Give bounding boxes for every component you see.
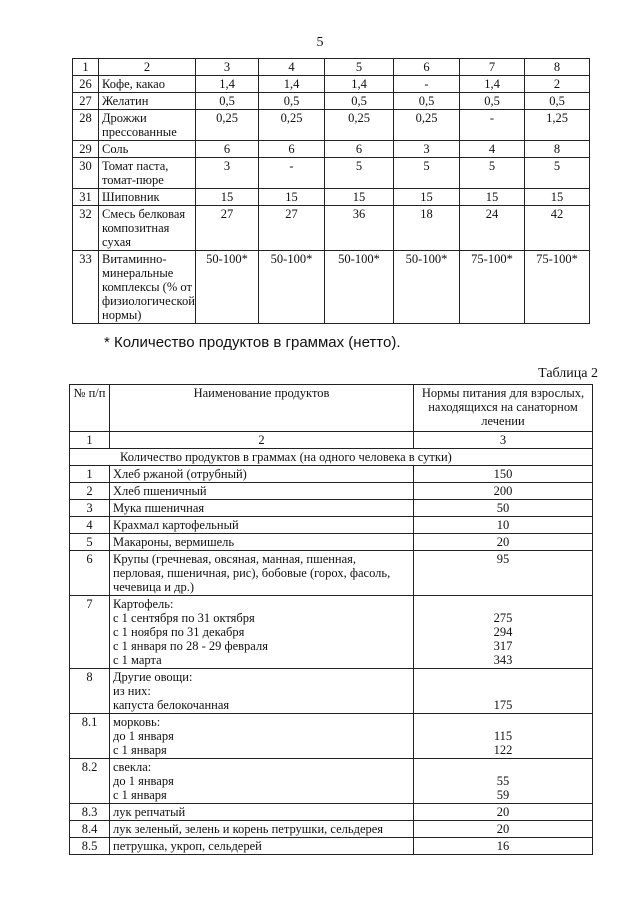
norm-value: 0,5 bbox=[394, 93, 460, 110]
table2-row bbox=[70, 534, 593, 551]
row-number: 29 bbox=[73, 141, 99, 158]
norm-value: 3 bbox=[196, 158, 259, 189]
row-number: 31 bbox=[73, 189, 99, 206]
norm-value: 0,25 bbox=[394, 110, 460, 141]
norm-value: 24 bbox=[460, 206, 525, 251]
norm-value: 15 bbox=[259, 189, 325, 206]
norm-value: 200 bbox=[414, 483, 593, 500]
table2-row bbox=[70, 804, 593, 821]
product-name: Крупы (гречневая, овсяная, манная, пшенная, перловая, пшеничная, рис), бобовые (горох, фасоль, чечевица и др.) bbox=[110, 551, 414, 596]
header-norms: Нормы питания для взрослых, находящихся на санаторном лечении bbox=[414, 385, 593, 432]
table2-header-row bbox=[70, 385, 593, 432]
norm-value: 6 bbox=[196, 141, 259, 158]
norm-value: 0,5 bbox=[460, 93, 525, 110]
table2-row-beet bbox=[70, 759, 593, 804]
header-product-name: Наименование продуктов bbox=[110, 385, 414, 432]
norm-value: 115 bbox=[493, 729, 513, 743]
table1-row bbox=[73, 93, 590, 110]
norm-value: 15 bbox=[325, 189, 394, 206]
norm-value: 122 bbox=[493, 743, 513, 757]
norm-value: 50-100* bbox=[394, 251, 460, 324]
table1-colnum: 5 bbox=[325, 59, 394, 76]
norm-value: - bbox=[460, 110, 525, 141]
table1-row bbox=[73, 189, 590, 206]
norm-value: 1,25 bbox=[525, 110, 590, 141]
table2-row bbox=[70, 483, 593, 500]
row-number: 1 bbox=[70, 466, 110, 483]
product-name: Кофе, какао bbox=[99, 76, 196, 93]
row-number: 32 bbox=[73, 206, 99, 251]
row-number: 2 bbox=[70, 483, 110, 500]
table-caption: Таблица 2 bbox=[538, 366, 598, 381]
norm-value: 150 bbox=[414, 466, 593, 483]
norm-value: 2 bbox=[525, 76, 590, 93]
section-title: Количество продуктов в граммах (на одного человека в сутки) bbox=[70, 449, 593, 466]
product-name: Шиповник bbox=[99, 189, 196, 206]
norm-value: 343 bbox=[493, 653, 513, 667]
table1-colnum: 2 bbox=[99, 59, 196, 76]
page-number: 5 bbox=[316, 35, 324, 50]
norm-value: 0,5 bbox=[259, 93, 325, 110]
product-line: с 1 ноября по 31 декабря bbox=[113, 625, 245, 639]
row-number: 8.5 bbox=[70, 838, 110, 855]
product-line: с 1 января по 28 - 29 февраля bbox=[113, 639, 268, 653]
product-name: Картофель: bbox=[113, 597, 174, 611]
product-name: Соль bbox=[99, 141, 196, 158]
product-line: с 1 марта bbox=[113, 653, 162, 667]
norm-value: 1,4 bbox=[460, 76, 525, 93]
table2-row bbox=[70, 466, 593, 483]
norm-values bbox=[414, 759, 593, 804]
row-number: 30 bbox=[73, 158, 99, 189]
norm-value: 294 bbox=[493, 625, 513, 639]
norm-value: 1,4 bbox=[196, 76, 259, 93]
row-number: 33 bbox=[73, 251, 99, 324]
norm-value: 95 bbox=[414, 551, 593, 596]
norm-value: 15 bbox=[460, 189, 525, 206]
norm-value: 5 bbox=[325, 158, 394, 189]
table2-body bbox=[70, 466, 593, 855]
row-number: 26 bbox=[73, 76, 99, 93]
row-number: 5 bbox=[70, 534, 110, 551]
norm-value: 0,25 bbox=[196, 110, 259, 141]
norm-value: 175 bbox=[493, 698, 513, 712]
norm-value: 16 bbox=[414, 838, 593, 855]
table1-colnum: 3 bbox=[196, 59, 259, 76]
norm-value: 8 bbox=[525, 141, 590, 158]
nutrition-norms-table bbox=[69, 384, 593, 855]
product-name: Крахмал картофельный bbox=[110, 517, 414, 534]
product-line: до 1 января bbox=[113, 729, 174, 743]
row-number: 8 bbox=[70, 669, 110, 714]
table2-row bbox=[70, 838, 593, 855]
table1-row bbox=[73, 251, 590, 324]
norm-value: - bbox=[394, 76, 460, 93]
norm-values bbox=[414, 596, 593, 669]
norm-value: 50-100* bbox=[259, 251, 325, 324]
table1-row bbox=[73, 206, 590, 251]
table2-row-carrot bbox=[70, 714, 593, 759]
product-name: лук зеленый, зелень и корень петрушки, сельдерея bbox=[110, 821, 414, 838]
norm-value: 20 bbox=[414, 534, 593, 551]
product-name: Смесь белковая композитная сухая bbox=[99, 206, 196, 251]
product-name: Мука пшеничная bbox=[110, 500, 414, 517]
table1-colnum: 6 bbox=[394, 59, 460, 76]
header-number: № п/п bbox=[70, 385, 110, 432]
table2-row-potato bbox=[70, 596, 593, 669]
table1-row bbox=[73, 141, 590, 158]
norm-value: 10 bbox=[414, 517, 593, 534]
product-line: до 1 января bbox=[113, 774, 174, 788]
norm-value: 27 bbox=[196, 206, 259, 251]
norm-value: 15 bbox=[196, 189, 259, 206]
norm-value: 36 bbox=[325, 206, 394, 251]
row-number: 8.2 bbox=[70, 759, 110, 804]
product-line: Другие овощи: bbox=[113, 670, 193, 684]
table2-colnum-row bbox=[70, 432, 593, 449]
norm-value: 5 bbox=[394, 158, 460, 189]
row-number: 28 bbox=[73, 110, 99, 141]
product-line: свекла: bbox=[113, 760, 152, 774]
product-line: капуста белокочанная bbox=[113, 698, 230, 712]
product-name: Хлеб ржаной (отрубный) bbox=[110, 466, 414, 483]
product-name: Макароны, вермишель bbox=[110, 534, 414, 551]
norm-value: 0,25 bbox=[259, 110, 325, 141]
table2-row-veg bbox=[70, 669, 593, 714]
row-number: 8.1 bbox=[70, 714, 110, 759]
table2-section-row bbox=[70, 449, 593, 466]
table1-colnum: 7 bbox=[460, 59, 525, 76]
row-number: 4 bbox=[70, 517, 110, 534]
row-number: 27 bbox=[73, 93, 99, 110]
row-number: 7 bbox=[70, 596, 110, 669]
table2-row bbox=[70, 517, 593, 534]
table2-colnum: 2 bbox=[110, 432, 414, 449]
product-name: Витаминно-минеральные комплексы (% от физиологической нормы) bbox=[99, 251, 196, 324]
table1-colnum: 1 bbox=[73, 59, 99, 76]
norm-value: 55 bbox=[496, 774, 510, 788]
norm-values bbox=[414, 714, 593, 759]
norm-value: 20 bbox=[414, 821, 593, 838]
norm-value: 18 bbox=[394, 206, 460, 251]
norm-value: 50-100* bbox=[196, 251, 259, 324]
table2-row bbox=[70, 551, 593, 596]
norm-value: 42 bbox=[525, 206, 590, 251]
norm-value: 1,4 bbox=[325, 76, 394, 93]
table1-row bbox=[73, 158, 590, 189]
product-name: Томат паста, томат-пюре bbox=[99, 158, 196, 189]
norm-value: 1,4 bbox=[259, 76, 325, 93]
norm-value: 6 bbox=[259, 141, 325, 158]
row-number: 8.4 bbox=[70, 821, 110, 838]
norm-value: 27 bbox=[259, 206, 325, 251]
norm-value: - bbox=[259, 158, 325, 189]
product-line: с 1 января bbox=[113, 788, 167, 802]
table1-colnum: 4 bbox=[259, 59, 325, 76]
norm-value: 5 bbox=[460, 158, 525, 189]
nutrition-table-continued bbox=[72, 58, 590, 324]
norm-value: 15 bbox=[525, 189, 590, 206]
norm-value: 317 bbox=[493, 639, 513, 653]
table1-colnum: 8 bbox=[525, 59, 590, 76]
product-name: лук репчатый bbox=[110, 804, 414, 821]
product-name: Желатин bbox=[99, 93, 196, 110]
product-name-multiline bbox=[110, 714, 414, 759]
norm-value: 275 bbox=[493, 611, 513, 625]
norm-value: 75-100* bbox=[460, 251, 525, 324]
norm-value: 0,25 bbox=[325, 110, 394, 141]
norm-value: 5 bbox=[525, 158, 590, 189]
norm-value: 59 bbox=[496, 788, 510, 802]
product-line: с 1 сентября по 31 октября bbox=[113, 611, 255, 625]
table2-colnum: 3 bbox=[414, 432, 593, 449]
product-name: Хлеб пшеничный bbox=[110, 483, 414, 500]
norm-value: 50-100* bbox=[325, 251, 394, 324]
table2-row bbox=[70, 821, 593, 838]
table1-row bbox=[73, 76, 590, 93]
norm-value: 15 bbox=[394, 189, 460, 206]
norm-value: 4 bbox=[460, 141, 525, 158]
row-number: 8.3 bbox=[70, 804, 110, 821]
norm-value: 50 bbox=[414, 500, 593, 517]
product-name-multiline bbox=[110, 669, 414, 714]
product-line: из них: bbox=[113, 684, 151, 698]
table1-body bbox=[73, 76, 590, 324]
product-name: петрушка, укроп, сельдерей bbox=[110, 838, 414, 855]
table1-row bbox=[73, 110, 590, 141]
row-number: 6 bbox=[70, 551, 110, 596]
table2-colnum: 1 bbox=[70, 432, 110, 449]
product-name-multiline bbox=[110, 759, 414, 804]
norm-value: 0,5 bbox=[525, 93, 590, 110]
norm-value: 0,5 bbox=[196, 93, 259, 110]
norm-value: 20 bbox=[414, 804, 593, 821]
product-line: с 1 января bbox=[113, 743, 167, 757]
product-name: Дрожжи прессованные bbox=[99, 110, 196, 141]
product-name-multiline bbox=[110, 596, 414, 669]
table2-row bbox=[70, 500, 593, 517]
norm-value: 6 bbox=[325, 141, 394, 158]
norm-value: 3 bbox=[394, 141, 460, 158]
norm-values bbox=[414, 669, 593, 714]
norm-value: 75-100* bbox=[525, 251, 590, 324]
norm-value: 0,5 bbox=[325, 93, 394, 110]
table1-header-row bbox=[73, 59, 590, 76]
product-line: морковь: bbox=[113, 715, 161, 729]
row-number: 3 bbox=[70, 500, 110, 517]
footnote: * Количество продуктов в граммах (нетто). bbox=[104, 334, 401, 351]
